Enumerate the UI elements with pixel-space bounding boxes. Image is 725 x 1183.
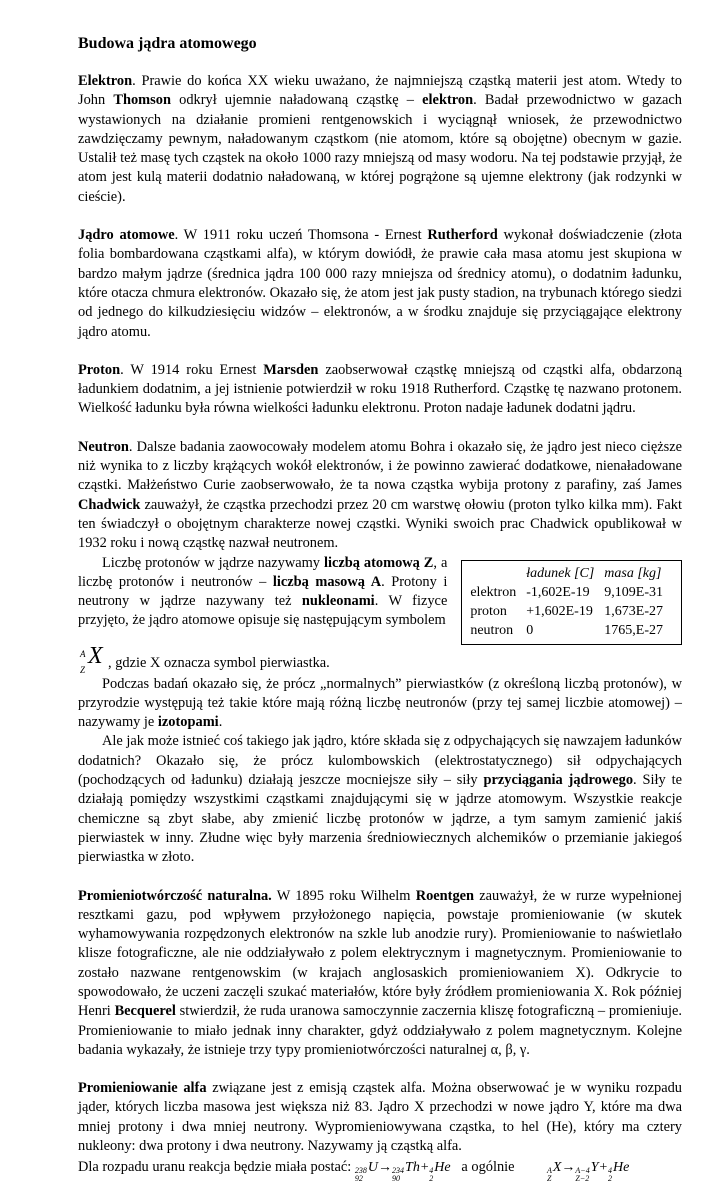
paragraph-proton: Proton. W 1914 roku Ernest Marsden zaobserwował cząstkę mniejszą od cząstki alfa, obdarzoną ładunkiem dodatnim, a jej istnienie potwierdził w roku 1918 Rutherford. Cząstkę tę nazwano protonem. Wielkość ładunku była równa wielkości ładunku elektronu. Proton nadaje ładunek dodatni jądru. <box>78 361 682 417</box>
general-alpha-decay-equation: A Z X→ A−4 Z−2 Y+ 4 2 He <box>546 1160 630 1183</box>
table-row: elektron -1,602E-19 9,109E-31 <box>470 584 663 600</box>
nuclide-symbol: A Z X <box>80 642 103 675</box>
term-neutron: Neutron <box>78 438 129 455</box>
paragraph-alpha: Promieniowanie alfa związane jest z emisją cząstek alfa. Można obserwować je w wyniku rozpadu jąder, których liczba masowa jest większa niż 83. Jądro X przechodzi w nowe jądro Y, które ma dwa mniej protony i dwa mniej neutrony. Wypromieniowywana cząstka, to hel (He), który ma cztery nukleony: dwa protony i dwa neutrony. Nazywamy ją cząstką alfa. <box>78 1080 682 1155</box>
paragraph-isotopes: Podczas badań okazało się, że prócz „normalnych” pierwiastków (z określoną liczbą protonów), w przyrodzie występują też takie które mają różną liczbę neutronów (przy tej samej liczbie atomowej) – nazywamy je izotopami. <box>78 675 682 731</box>
paragraph-radioactivity: Promieniotwórczość naturalna. W 1895 roku Wilhelm Roentgen zauważył, że w rurze wypełnionej resztkami gazu, pod wpływem przyłożonego napięcia, powstaje promieniowanie (w skutek wyhamowywania rozpędzonych elektronów na szkle lub anodzie rury). Promieniowanie to naświetlało klisze fotograficzne, ale nie oddziaływało z polem elektrycznym i magnetycznym. Promieniowanie to zostało nazwane rentgenowskim (w krajach anglosaskich promieniowaniem X). Odkrycie to spowodowało, że uczeni zaczęli szukać materiałów, które były źródłem promieniowania X. Rok później Henri Becquerel stwierdził, że ruda uranowa samoczynnie zaczernia kliszę fotograficzną – promieniuje. Promieniowanie to miało jednak inny charakter, gdyż oddziaływało z polem magnetycznym. Kolejne badania wykazały, że istnieje trzy typy promieniotwórczości naturalnej α, β, γ. <box>78 887 683 1058</box>
document-page <box>78 34 682 1183</box>
paragraph-neutron: Neutron. Dalsze badania zaowocowały modelem atomu Bohra i okazało się, że jądro jest nieco cięższe niż wynika to z liczby krążących wokół elektronów, i że powinno zawierać dodatkowe, nienaładowane cząstki. Małżeństwo Curie zaobserwowało, że ta nowa cząstka wybija protony z parafiny, zaś James Chadwick zauważył, że cząstka przechodzi przez 20 cm warstwę ołowiu (proton tylko kilka mm). Fakt ten świadczył o obojętnym charakterze nowej cząstki. Wyniki swoich prac Chadwick opublikował w 1932 roku i nową cząstkę nazwał neutronem. <box>78 438 682 552</box>
particles-table <box>461 560 682 645</box>
paragraph-nucleus: Jądro atomowe. W 1911 roku uczeń Thomsona - Ernest Rutherford wykonał doświadczenie (złota folia bombardowana cząstkami alfa), w którym dowiódł, że prawie cała masa atomu jest skupiona w bardzo małym jądrze (średnica jądra 100 000 razy mniejsza od średnicy atomu), o dodatnim ładunku, które otacza chmura elektronów. Okazało się, że atom jest jak pusty stadion, na trybunach którego siedzi od jednego do kilkudziesięciu widzów – elektronów, a w środku znajduje się przyciągające elektrony jądro atomu. <box>78 227 683 340</box>
table-header-row: ładunek [C] masa [kg] <box>526 565 662 581</box>
document-title: Budowa jądra atomowego <box>78 35 257 52</box>
table-row: neutron 0 1765,E-27 <box>470 622 663 638</box>
table-row: proton +1,602E-19 1,673E-27 <box>470 603 663 619</box>
uranium-decay-equation: 238 92 U→ 234 90 Th+ 4 2 He <box>354 1160 451 1183</box>
paragraph-electron: Elektron. Prawie do końca XX wieku uważano, że najmniejszą cząstką materii jest atom. Wtedy to John Thomson odkrył ujemnie naładowaną cząstkę – elektron. Badał przewodnictwo w gazach wystawionych na działanie promieni rentgenowskich i wyciągnął wniosek, że przewodnictwo zawdzięczamy pewnym, naładowanym cząstkom (nie atomom, które są obojętne) obecnym w gazie. Ustalił też masę tych cząstek na około 1000 razy mniejszą od masy wodoru. Na tej podstawie przyjął, że atom jest kulą materii dodatnio naładowaną, w której pogrążone są ujemne elektrony (jak rodzynki w cieście). <box>78 73 682 205</box>
paragraph-nuclear-forces: Ale jak może istnieć coś takiego jak jądro, które składa się z odpychających się nawzajem ładunków dodatnich? Okazało się, że prócz kulombowskich (elektrostatycznego) sił odpychających (pochodzących od ładunku) działają jeszcze mocniejsze siły – siły przyciągania jądrowego. Siły te działają pomiędzy wszystkimi cząstkami znajdującymi się w jądrze atomowym. Wszystkie reakcje chemiczne są zbyt słabe, aby zmienić liczbę protonów w jądrze, a tym samym zamienić jakiś pierwiastek w inny. Złudne więc były marzenia średniowiecznych alchemików o przemianie jakiegoś pierwiastka w złoto. <box>78 733 683 866</box>
paragraph-atomic-number: Liczbę protonów w jądrze nazywamy liczbą atomową Z, a liczbę protonów i neutronów – liczbą masową A. Protony i neutrony w jądrze nazywany też nukleonami. W fizyce przyjęto, że jądro atomowe opisuje się następującym symbolem <box>78 554 448 629</box>
term-proton: Proton <box>78 361 121 378</box>
term-nucleus: Jądro atomowe <box>78 227 175 244</box>
nuclide-symbol-line: A Z X , gdzie X oznacza symbol pierwiastka. <box>80 642 330 675</box>
paragraph-reaction: Dla rozpadu uranu reakcja będzie miała postać: 238 92 U→ 234 90 Th+ 4 2 He a ogólnie A Z X→ A−4 Z−2 Y+ 4 2 He <box>78 1159 630 1183</box>
term-electron: Elektron <box>78 73 133 89</box>
